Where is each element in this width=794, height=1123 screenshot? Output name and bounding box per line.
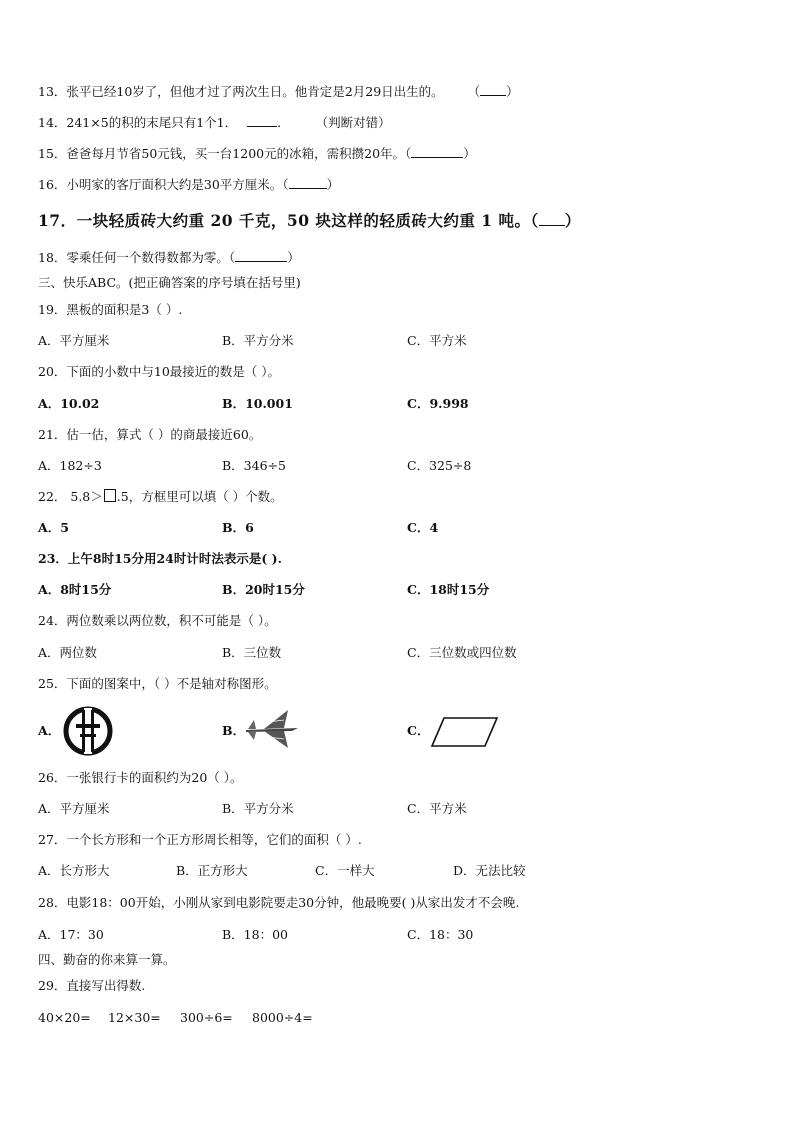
option-a[interactable]: A．8时15分 bbox=[38, 582, 112, 597]
question-15-text: 15．爸爸每月节省50元钱，买一台1200元的冰箱，需积攒20年。 bbox=[38, 146, 406, 161]
option-c[interactable]: C．18时15分 bbox=[407, 582, 490, 597]
calc-item[interactable]: 12×30= bbox=[108, 1010, 161, 1025]
question-26: 26．一张银行卡的面积约为20（ ）。 bbox=[38, 770, 243, 785]
question-13-text: 13．张平已经10岁了，但他才过了两次生日。他肯定是2月29日出生的。 bbox=[38, 84, 444, 99]
question-16: 16．小明家的客厅面积大约是30平方厘米。（ ） bbox=[38, 177, 340, 192]
option-c[interactable]: C．一样大 bbox=[315, 863, 375, 878]
bank-logo-icon bbox=[62, 706, 114, 760]
option-c[interactable]: C．9.998 bbox=[407, 396, 469, 411]
option-a[interactable]: A．10.02 bbox=[38, 396, 100, 411]
question-19: 19．黑板的面积是3（ ）. bbox=[38, 302, 183, 317]
question-28: 28．电影18：00开始，小刚从家到电影院要走30分钟，他最晚要( )从家出发才不会晚. bbox=[38, 895, 520, 910]
parallelogram-icon bbox=[430, 716, 500, 752]
option-d[interactable]: D．无法比较 bbox=[453, 863, 526, 878]
question-20: 20．下面的小数中与10最接近的数是（ ）。 bbox=[38, 364, 281, 379]
option-c[interactable]: C．4 bbox=[407, 520, 439, 535]
answer-blank[interactable] bbox=[247, 114, 277, 127]
answer-blank[interactable] bbox=[539, 211, 565, 226]
answer-blank[interactable] bbox=[289, 176, 327, 189]
option-b[interactable]: B．18：00 bbox=[222, 927, 288, 942]
airplane-icon bbox=[244, 708, 300, 754]
answer-blank[interactable] bbox=[235, 249, 287, 262]
option-c[interactable]: C．平方米 bbox=[407, 801, 467, 816]
square-box-icon bbox=[104, 489, 116, 502]
question-24: 24．两位数乘以两位数，积不可能是（ ）。 bbox=[38, 613, 277, 628]
section-3-heading: 三、快乐ABC。(把正确答案的序号填在括号里) bbox=[38, 275, 301, 290]
option-c[interactable]: C． bbox=[407, 723, 430, 738]
option-a[interactable]: A．17：30 bbox=[38, 927, 104, 942]
option-b[interactable]: B．10.001 bbox=[222, 396, 293, 411]
answer-blank[interactable] bbox=[411, 145, 463, 158]
question-17-text: 17．一块轻质砖大约重 20 千克，50 块这样的轻质砖大约重 1 吨。 bbox=[38, 211, 531, 230]
question-18: 18．零乘任何一个数得数都为零。（ ） bbox=[38, 250, 300, 265]
question-23: 23．上午8时15分用24时计时法表示是( ). bbox=[38, 551, 282, 566]
answer-blank[interactable] bbox=[480, 83, 506, 96]
question-14-text: 14．241×5的积的末尾只有1个1． bbox=[38, 115, 238, 130]
option-a[interactable]: A．5 bbox=[38, 520, 69, 535]
question-18-text: 18．零乘任何一个数得数都为零。 bbox=[38, 250, 229, 265]
option-b[interactable]: B．20时15分 bbox=[222, 582, 305, 597]
option-a[interactable]: A．两位数 bbox=[38, 645, 98, 660]
calc-item[interactable]: 40×20= bbox=[38, 1010, 91, 1025]
question-27: 27．一个长方形和一个正方形周长相等，它们的面积（ ）. bbox=[38, 832, 362, 847]
option-a[interactable]: A．长方形大 bbox=[38, 863, 110, 878]
question-29: 29．直接写出得数. bbox=[38, 978, 146, 993]
question-17: 17．一块轻质砖大约重 20 千克，50 块这样的轻质砖大约重 1 吨。（ ） bbox=[38, 211, 581, 230]
option-b[interactable]: B．三位数 bbox=[222, 645, 282, 660]
option-b[interactable]: B．正方形大 bbox=[176, 863, 248, 878]
option-b[interactable]: B．平方分米 bbox=[222, 333, 294, 348]
option-a[interactable]: A．平方厘米 bbox=[38, 801, 110, 816]
question-21: 21．估一估，算式（ ）的商最接近60。 bbox=[38, 427, 262, 442]
answer-paren: （ ） bbox=[467, 84, 519, 99]
question-15: 15．爸爸每月节省50元钱，买一台1200元的冰箱，需积攒20年。（ ） bbox=[38, 146, 476, 161]
option-a[interactable]: A． bbox=[38, 723, 61, 738]
question-16-text: 16．小明家的客厅面积大约是30平方厘米。 bbox=[38, 177, 283, 192]
option-c[interactable]: C．18：30 bbox=[407, 927, 474, 942]
option-b[interactable]: B．6 bbox=[222, 520, 254, 535]
calc-item[interactable]: 300÷6= bbox=[180, 1010, 233, 1025]
judge-note: （判断对错） bbox=[315, 115, 391, 130]
question-14: 14．241×5的积的末尾只有1个1． ． （判断对错） bbox=[38, 115, 391, 130]
option-c[interactable]: C．325÷8 bbox=[407, 458, 472, 473]
option-c[interactable]: C．三位数或四位数 bbox=[407, 645, 517, 660]
option-a[interactable]: A．平方厘米 bbox=[38, 333, 110, 348]
question-13 bbox=[38, 83, 519, 100]
question-25: 25．下面的图案中，（ ）不是轴对称图形。 bbox=[38, 676, 277, 691]
calc-item[interactable]: 8000÷4= bbox=[252, 1010, 313, 1025]
option-b[interactable]: B． bbox=[222, 723, 246, 738]
question-22: 22． 5.8＞ .5，方框里可以填（ ）个数。 bbox=[38, 489, 283, 504]
section-4-heading: 四、勤奋的你来算一算。 bbox=[38, 952, 176, 967]
option-b[interactable]: B．346÷5 bbox=[222, 458, 286, 473]
option-c[interactable]: C．平方米 bbox=[407, 333, 467, 348]
option-b[interactable]: B．平方分米 bbox=[222, 801, 294, 816]
option-a[interactable]: A．182÷3 bbox=[38, 458, 102, 473]
